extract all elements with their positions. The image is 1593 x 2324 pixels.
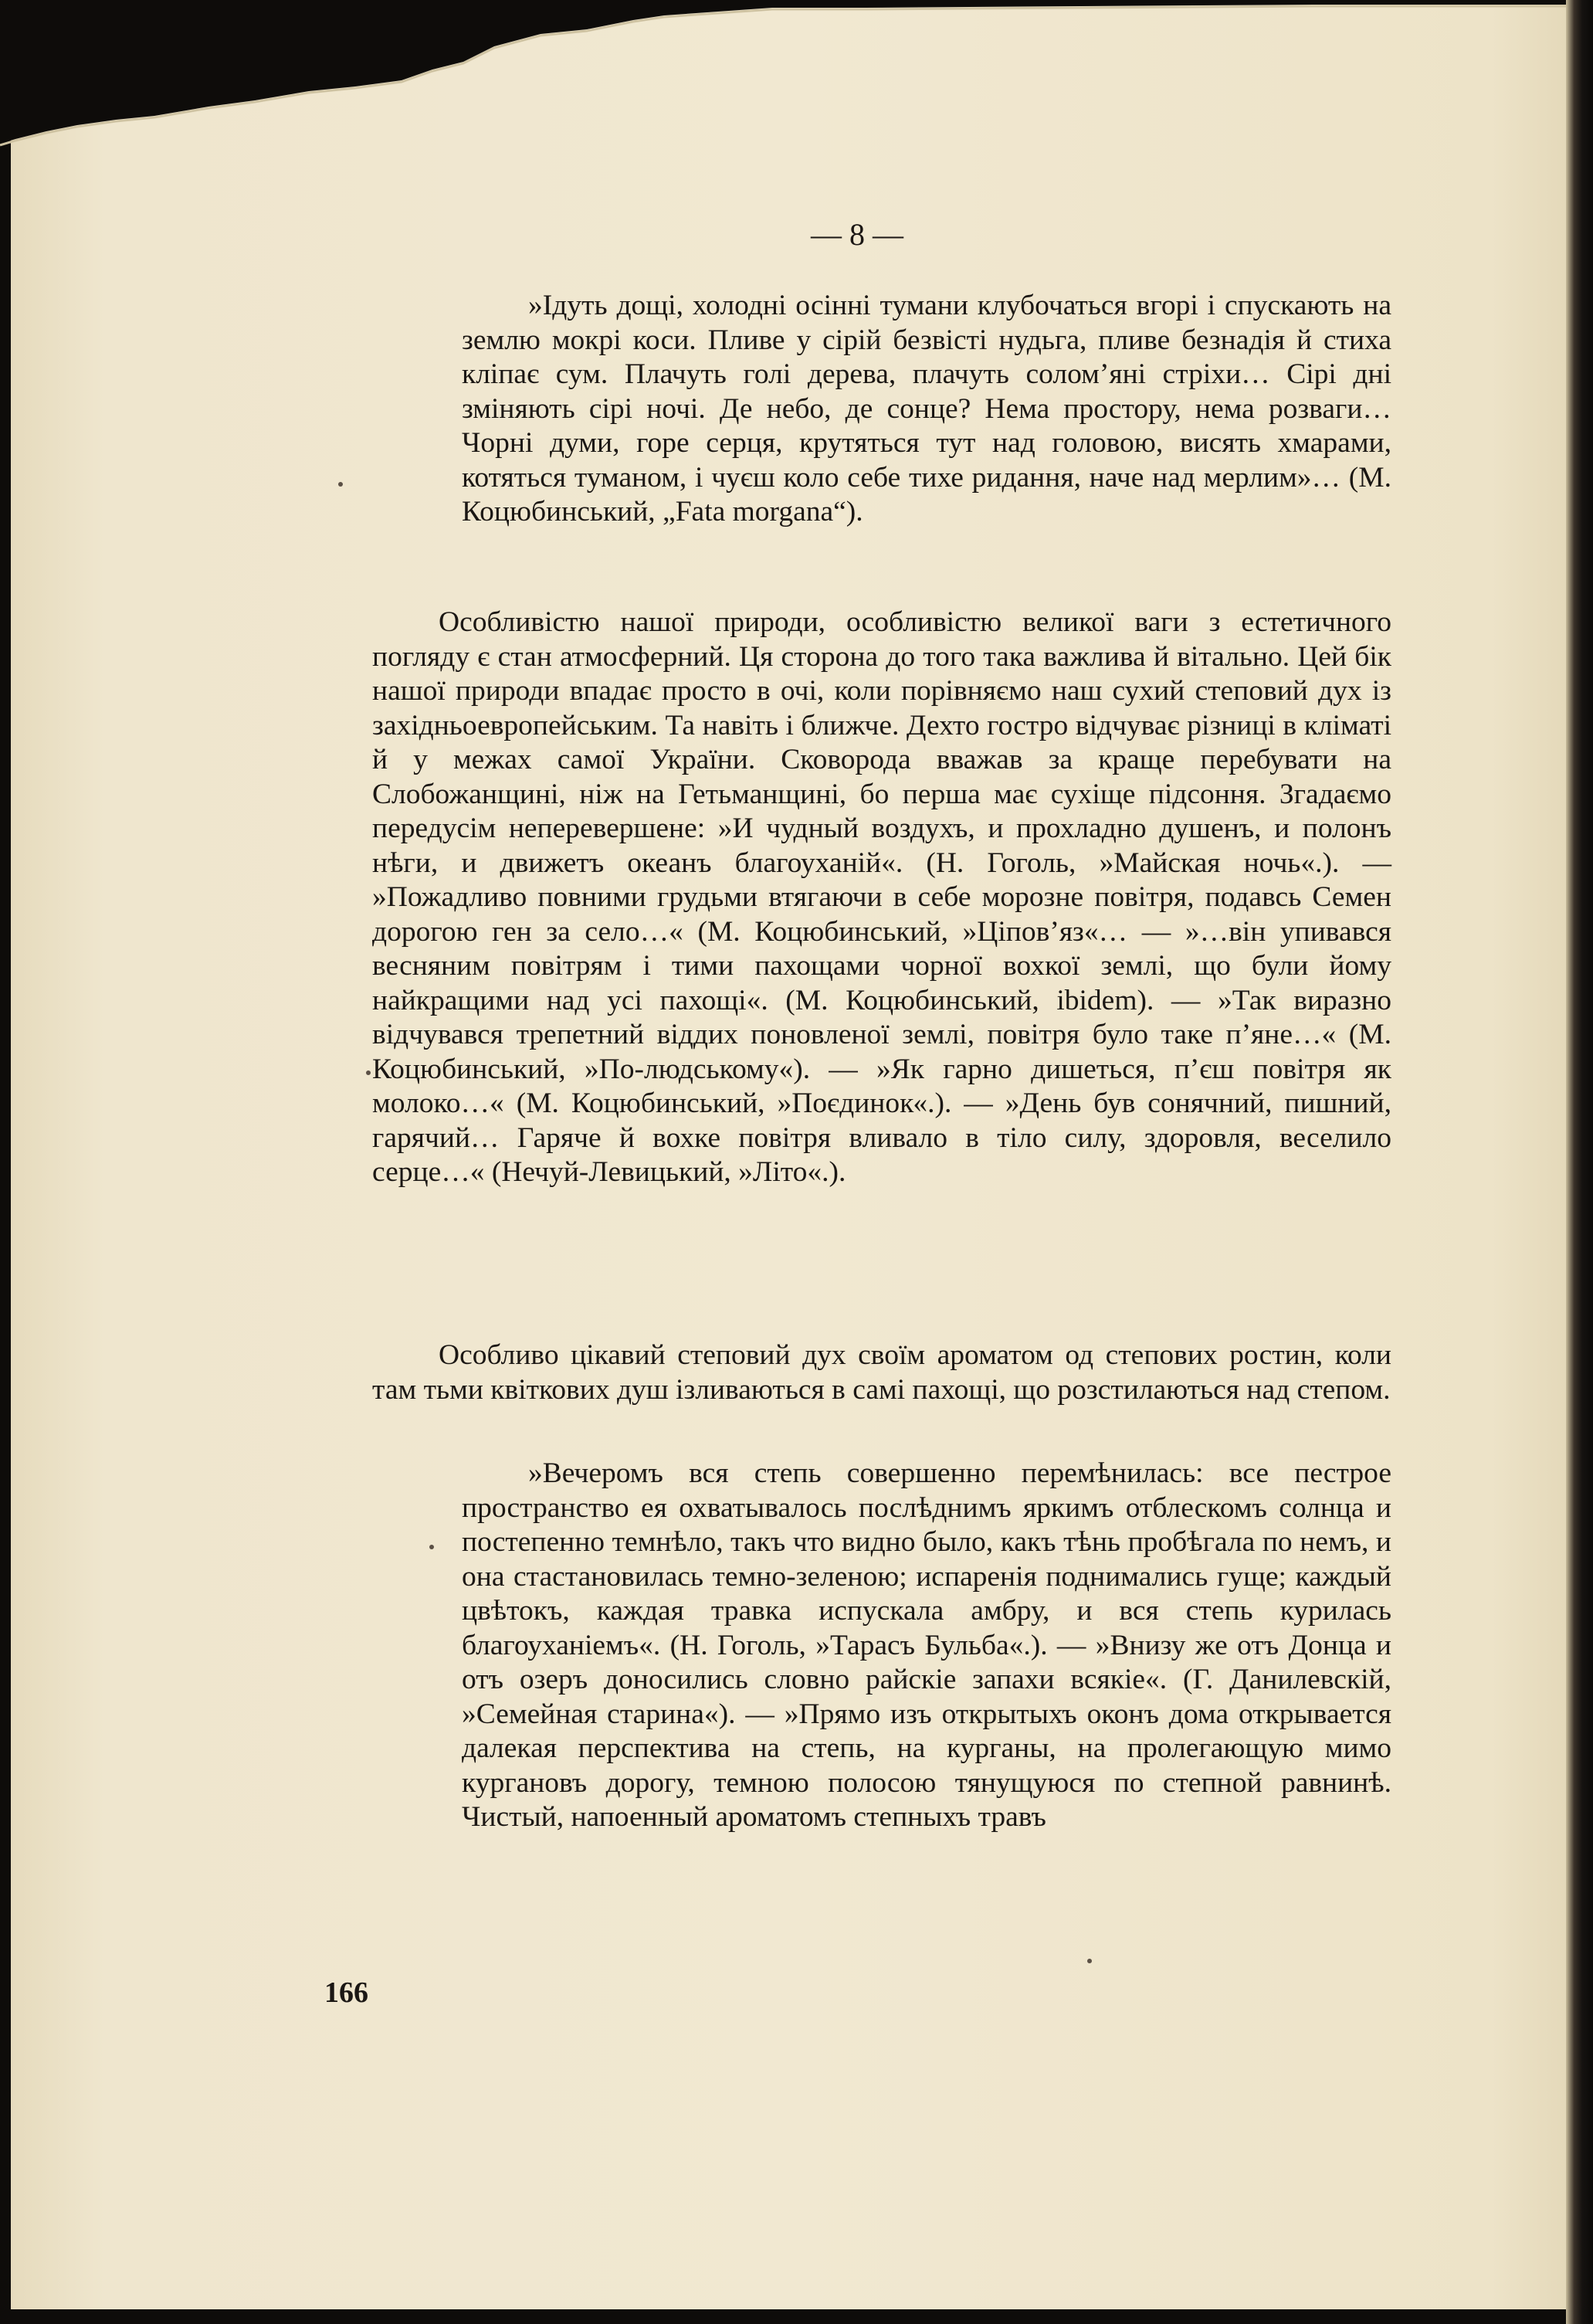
paragraph-steppe-aroma [372,1338,1391,1407]
paragraph-text: Особливо цікавий степовий дух своїм ароматом од степових ростин, коли там тьми квіткових душ ізливаються в самі пахощі, що розстилаються над степом. [372,1339,1391,1406]
paragraph-atmosphere [372,606,1391,1190]
ink-speck [1087,1959,1092,1963]
ink-speck [366,1070,371,1075]
ink-speck [429,1545,434,1549]
paragraph-text: Особливістю нашої природи, особливістю великої ваги з естетичного погляду є стан атмосферний. Ця сторона до того така важлива й вітально. Цей бік нашої природи впадає просто в очі, коли порівняємо наш сухий степовий дух із західньоевропейським. Та навіть і ближче. Дехто гостро відчуває різниці в кліматі й у межах самої України. Сковорода вважав за краще перебувати на Слобожанщині, ніж на Гетьманщині, бо перша має сухіще підсоння. Згадаємо передусім неперевершене: »И чудный воздухъ, и прохладно душенъ, и полонъ нѣги, и движетъ океанъ благоуханій«. (Н. Гоголь, »Майская ночь«.). — »Пожадливо повними грудьми втягаючи в себе морозне повітря, подавсь Семен дорогою ген за село…« (М. Коцюбинський, »Ціпов’яз«… — »…він упивався весняним повітрям і тими пахощами чорної вохкої землі, що були йому найкращими над усі пахощі«. (М. Коцюбинський, ibidem). — »Так виразно відчувався трепетний віддих поновленої землі, повітря було таке п’яне…« (М. Коцюбинський, »По-людському«). — »Як гарно дишеться, п’єш повітря як молоко…« (М. Коцюбинський, »Поєдинок«.). — »День був сонячний, пишний, гарячий… Гаряче й вохке повітря вливало в тіло силу, здоровля, веселило серце…« (Нечуй-Левицький, »Літо«.). [372,606,1391,1188]
quote-text: »Ідуть дощі, холодні осінні тумани клубочаться вгорі і спускають на землю мокрі коси. Пливе у сірій безвісті нудьга, пливе безнадія й стиха кліпає сум. Плачуть голі дерева, плачуть солом’яні стріхи… Сірі дні зміняють сірі ночі. Де небо, де сонце? Нема простору, нема розваги… Чорні думи, горе серця, крутяться тут над головою, висять хмарами, котяться туманом, і чуєш коло себе тихе ридання, наче над мерлим»… (М. Коцюбинський, „Fata morgana“). [462,290,1391,528]
torn-top-edge [0,0,1593,170]
quote-kotsiubynsky-fata-morgana [462,289,1391,530]
quote-gogol-danilevsky [462,1457,1391,1835]
folio-number: 166 [324,1976,368,2009]
page-binding-edge [1566,0,1593,2324]
quote-text: »Вечеромъ вся степь совершенно перемѣнилась: все пестрое пространство ея охватывалось послѣднимъ яркимъ отблескомъ солнца и постепенно темнѣло, такъ что видно было, какъ тѣнь пробѣгала по немъ, и она стастановилась темно-зеленою; испаренія поднимались гуще; каждый цвѣтокъ, каждая травка испускала амбру, и вся степь курилась благоуханіемъ«. (Н. Гоголь, »Тарасъ Бульба«.). — »Внизу же отъ Донца и отъ озеръ доносились словно райскіе запахи всякіе«. (Г. Данилевскій, »Семейная старина«). — »Прямо изъ открытыхъ оконъ дома открывается далекая перспектива на степь, на курганы, на пролегающую мимо кургановъ дорогу, темною полосою тянущуюся по степной равнинѣ. Чистый, напоенный ароматомъ степныхъ травъ [462,1457,1391,1833]
ink-speck [338,482,343,487]
page-marker: — 8 — [811,217,903,252]
